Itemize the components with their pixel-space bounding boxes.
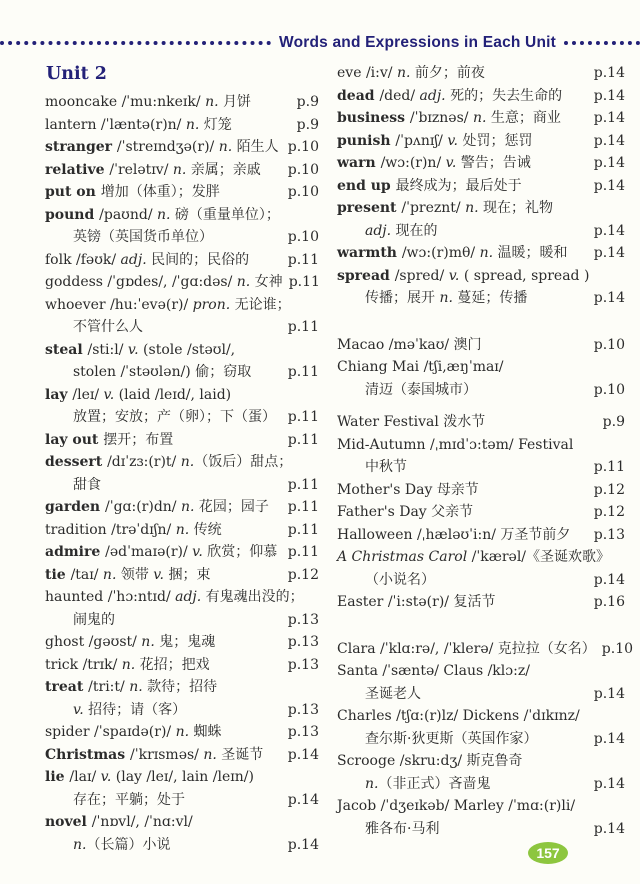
header-title: Words and Expressions in Each Unit [279, 34, 556, 51]
entry-line [337, 411, 625, 434]
entry-text: Father's Day 父亲节 [337, 504, 474, 520]
page-ref: p.13 [287, 656, 319, 673]
vocab-entry [45, 249, 319, 272]
vocab-entry [337, 85, 625, 108]
page-ref: p.10 [287, 229, 319, 245]
entry-line [337, 818, 625, 841]
page-ref: p.14 [593, 245, 625, 261]
entry-text: dessert /dɪˈzɜ:(r)t/ n.（饭后）甜点； [45, 454, 293, 470]
page-ref: p.11 [593, 459, 625, 475]
vocab-entry [337, 546, 625, 591]
vocab-entry [45, 429, 319, 452]
vocab-entry [45, 564, 319, 587]
vocab-entry [337, 152, 625, 175]
entry-line [45, 114, 319, 137]
entry-text: 闹鬼的 [73, 611, 115, 628]
entry-line [337, 265, 625, 288]
entry-text: trick /trɪk/ n. 花招；把戏 [45, 656, 210, 673]
vocab-entry [337, 795, 625, 840]
vocab-entry [337, 638, 634, 661]
entry-text: stolen /ˈstəʊlən/) 偷；窃取 [73, 364, 252, 380]
entry-text: put on 增加（体重）；发胖 [45, 184, 220, 200]
entry-line [45, 676, 319, 699]
entry-line [45, 181, 319, 204]
entry-text: Santa /ˈsæntə/ Claus /klɔ:z/ [337, 663, 530, 679]
entry-line [337, 62, 625, 85]
entry-text: A Christmas Carol /ˈkærəl/《圣诞欢歌》 [337, 549, 611, 565]
entry-text: Easter /ˈi:stə(r)/ 复活节 [337, 594, 496, 610]
entry-text: 查尔斯·狄更斯（英国作家） [365, 730, 538, 747]
entry-line [45, 339, 319, 362]
entry-text: 雅各布·马利 [365, 820, 440, 837]
vocab-entry [337, 660, 625, 705]
entry-text: spider /ˈspaɪdə(r)/ n. 蜘蛛 [45, 724, 222, 740]
entry-line [45, 721, 319, 744]
vocab-entry [337, 705, 625, 750]
entry-text: mooncake /ˈmu:nkeɪk/ n. 月饼 [45, 94, 251, 110]
entry-line [337, 479, 625, 502]
entry-line [45, 766, 319, 789]
right-entry-list [337, 62, 634, 840]
page-ref: p.11 [287, 521, 319, 538]
entry-text: Clara /ˈklɑ:rə/, /ˈklerə/ 克拉拉（女名） [337, 640, 596, 657]
entry-text: n.（非正式）吝啬鬼 [365, 775, 491, 792]
vocab-entry [337, 334, 625, 357]
vocab-entry [45, 181, 319, 204]
entry-text: pound /paʊnd/ n. 磅（重量单位）； [45, 206, 280, 223]
entry-line [45, 429, 319, 452]
entry-line [337, 107, 625, 130]
entry-line [45, 226, 319, 249]
entry-line [45, 406, 319, 429]
entry-text: Macao /məˈkaʊ/ 澳门 [337, 336, 482, 353]
entry-line [337, 569, 625, 592]
vocab-entry [45, 451, 319, 496]
page-ref: p.11 [287, 409, 319, 425]
entry-text: Jacob /ˈdʒeɪkəb/ Marley /ˈmɑ:(r)li/ [337, 798, 576, 814]
entry-line [45, 564, 319, 587]
page-ref: p.14 [593, 820, 625, 837]
entry-line [337, 334, 625, 357]
page-ref: p.13 [287, 611, 319, 628]
entry-text: 存在；平躺；处于 [73, 791, 185, 808]
entry-text: lie /laɪ/ v. (lay /leɪ/, lain /leɪn/) [45, 769, 254, 785]
entry-line [45, 496, 319, 519]
page-ref: p.16 [593, 594, 625, 610]
vocab-entry [45, 91, 319, 114]
entry-line [45, 586, 319, 609]
vocab-entry [45, 114, 319, 137]
entry-text: warn /wɔ:(r)n/ v. 警告；告诫 [337, 155, 531, 171]
entry-text: 放置；安放；产（卵）；下（蛋） [73, 409, 276, 425]
entry-line [337, 242, 625, 265]
entry-text: 甜食 [73, 476, 101, 493]
page-ref: p.11 [287, 499, 319, 515]
entry-text: 圣诞老人 [365, 685, 421, 702]
entry-text: 中秋节 [365, 459, 407, 475]
entry-text: Charles /tʃɑ:(r)lz/ Dickens /ˈdɪkɪnz/ [337, 708, 580, 724]
left-column [45, 62, 319, 856]
page-ref: p.9 [602, 414, 625, 430]
entry-line [45, 541, 319, 564]
entry-line [45, 834, 319, 857]
vocab-entry [45, 721, 319, 744]
page-ref: p.11 [287, 251, 319, 268]
page-ref: p.14 [593, 571, 625, 588]
vocab-entry [45, 136, 319, 159]
vocab-entry [337, 501, 625, 524]
page-ref: p.14 [593, 177, 625, 194]
left-entry-list [45, 91, 319, 856]
entry-line [45, 361, 319, 384]
vocab-entry [337, 356, 625, 401]
entry-line [45, 271, 319, 294]
entry-line [45, 519, 319, 542]
entry-line [337, 220, 625, 243]
page-ref: p.10 [287, 184, 319, 200]
vocab-entry [45, 631, 319, 654]
entry-text: ghost /gəʊst/ n. 鬼；鬼魂 [45, 634, 216, 650]
entry-text: punish /ˈpʌnɪʃ/ v. 处罚；惩罚 [337, 132, 533, 149]
page-ref: p.14 [287, 746, 319, 763]
entry-text: 英镑（英国货币单位） [73, 229, 213, 245]
entry-text: admire /ədˈmaɪə(r)/ v. 欣赏；仰慕 [45, 544, 278, 560]
entry-line [45, 316, 319, 339]
entry-line [45, 699, 319, 722]
vocab-entry [45, 271, 319, 294]
entry-line [337, 795, 625, 818]
entry-line [337, 705, 625, 728]
entry-text: dead /ded/ adj. 死的；失去生命的 [337, 87, 563, 104]
entry-line [337, 287, 625, 310]
vocab-entry [45, 811, 319, 856]
entry-line [337, 546, 625, 569]
entry-line [337, 591, 625, 614]
page-header [0, 0, 640, 52]
page-ref: p.11 [287, 476, 319, 493]
entry-text: Halloween /ˌhæləʊˈi:n/ 万圣节前夕 [337, 526, 571, 543]
page-ref: p.14 [287, 836, 319, 853]
entry-text: present /ˈpreznt/ n. 现在；礼物 [337, 200, 554, 216]
entry-text: Chiang Mai /tʃi,æŋˈmaɪ/ [337, 359, 504, 375]
entry-line [337, 152, 625, 175]
entry-line [45, 159, 319, 182]
page-ref: p.10 [593, 336, 625, 353]
entry-line [45, 631, 319, 654]
dotted-line-right [564, 41, 640, 45]
entry-line [337, 434, 625, 457]
page-ref: p.14 [593, 775, 625, 792]
vocab-entry [45, 204, 319, 249]
entry-text: eve /i:v/ n. 前夕；前夜 [337, 65, 485, 81]
entry-text: tie /taɪ/ n. 领带 v. 捆；束 [45, 566, 211, 583]
entry-line [45, 294, 319, 317]
vocab-entry [337, 62, 625, 85]
entry-line [45, 451, 319, 474]
entry-line [337, 524, 625, 547]
entry-text: warmth /wɔ:(r)mθ/ n. 温暖；暖和 [337, 245, 568, 261]
entry-line [45, 744, 319, 767]
page-ref: p.14 [593, 155, 625, 171]
entry-line [337, 175, 625, 198]
vocab-entry [45, 586, 319, 631]
entry-line [337, 456, 625, 479]
page-ref: p.14 [593, 685, 625, 702]
entry-line [337, 85, 625, 108]
vocab-entry [45, 654, 319, 677]
vocab-entry [337, 750, 625, 795]
entry-line [45, 204, 319, 227]
page-ref: p.14 [593, 110, 625, 126]
entry-line [337, 501, 625, 524]
vocab-columns [0, 52, 640, 856]
page-ref: p.14 [593, 730, 625, 747]
vocab-entry [337, 242, 625, 265]
unit-heading: Unit 2 [46, 64, 107, 84]
entry-line [337, 660, 625, 683]
entry-text: goddess /ˈgɒdes/, /ˈgɑ:dəs/ n. 女神 [45, 274, 283, 290]
entry-text: spread /spred/ v. ( spread, spread ) [337, 267, 590, 284]
entry-text: （小说名） [365, 571, 435, 588]
entry-line [337, 728, 625, 751]
page-ref: p.10 [593, 381, 625, 398]
page-ref: p.9 [296, 94, 319, 110]
page-ref: p.11 [287, 364, 319, 380]
entry-text: novel /ˈnɒvl/, /ˈnɑ:vl/ [45, 814, 193, 830]
page-ref: p.14 [593, 87, 625, 104]
entry-line [45, 609, 319, 632]
vocab-entry [45, 519, 319, 542]
page-ref: p.14 [593, 65, 625, 81]
page-ref: p.13 [287, 724, 319, 740]
entry-line [45, 474, 319, 497]
entry-text: 清迈（泰国城市） [365, 381, 477, 398]
vocab-entry [45, 384, 319, 429]
vocab-entry [45, 159, 319, 182]
entry-text: 不管什么人 [73, 319, 143, 335]
page-ref: p.10 [601, 640, 634, 657]
page-ref: p.14 [593, 222, 625, 239]
vocab-entry [337, 524, 625, 547]
entry-text: tradition /trəˈdɪʃn/ n. 传统 [45, 521, 222, 538]
entry-text: Christmas /ˈkrɪsməs/ n. 圣诞节 [45, 746, 264, 763]
entry-line [337, 197, 625, 220]
entry-text: n.（长篇）小说 [73, 836, 171, 853]
page-ref: p.14 [593, 290, 625, 306]
entry-text: Mid-Autumn /ˌmɪdˈɔ:təm/ Festival [337, 436, 574, 453]
entry-line [337, 356, 625, 379]
entry-line [337, 379, 625, 402]
page-ref: p.14 [593, 132, 625, 149]
page-ref: p.13 [593, 526, 625, 543]
vocab-entry [45, 541, 319, 564]
page-ref: p.12 [593, 481, 625, 498]
entry-line [45, 654, 319, 677]
entry-text: end up 最终成为；最后处于 [337, 177, 522, 194]
entry-text: whoever /hu:ˈevə(r)/ pron. 无论谁； [45, 296, 291, 313]
page-number-badge: 157 [528, 842, 568, 864]
vocab-entry [337, 175, 625, 198]
entry-text: steal /sti:l/ v. (stole /stəʊl/, [45, 341, 236, 358]
vocab-entry [337, 130, 625, 153]
entry-text: Scrooge /skru:dʒ/ 斯克鲁奇 [337, 753, 523, 769]
entry-text: relative /ˈrelətɪv/ n. 亲属；亲戚 [45, 161, 261, 178]
right-column [337, 62, 634, 856]
page-ref: p.11 [287, 544, 319, 560]
vocab-entry [45, 294, 319, 339]
page-ref: p.12 [593, 504, 625, 520]
vocab-entry [337, 107, 625, 130]
entry-text: lay /leɪ/ v. (laid /leɪd/, laid) [45, 386, 232, 403]
entry-line [337, 773, 625, 796]
vocab-entry [337, 479, 625, 502]
dotted-line-left [0, 41, 271, 45]
page-ref: p.11 [288, 274, 320, 290]
page-ref: p.10 [287, 139, 319, 155]
page-ref: p.11 [287, 431, 319, 448]
entry-text: adj. 现在的 [365, 222, 438, 239]
vocab-entry [337, 197, 625, 242]
entry-text: garden /ˈgɑ:(r)dn/ n. 花园；园子 [45, 499, 269, 515]
entry-line [337, 638, 634, 661]
entry-line [45, 91, 319, 114]
entry-text: treat /tri:t/ n. 款待；招待 [45, 679, 218, 695]
entry-text: Mother's Day 母亲节 [337, 481, 479, 498]
entry-text: folk /fəʊk/ adj. 民间的；民俗的 [45, 251, 250, 268]
vocab-entry [45, 339, 319, 384]
page-ref: p.12 [287, 566, 319, 583]
entry-line [45, 136, 319, 159]
entry-line [45, 811, 319, 834]
entry-line [45, 789, 319, 812]
page-ref: p.9 [296, 116, 319, 133]
vocab-entry [45, 676, 319, 721]
entry-text: haunted /ˈhɔ:ntɪd/ adj. 有鬼魂出没的； [45, 589, 304, 605]
page-ref: p.13 [287, 701, 319, 718]
vocab-entry [337, 411, 625, 434]
entry-text: lantern /ˈlæntə(r)n/ n. 灯笼 [45, 116, 232, 133]
entry-text: lay out 摆开；布置 [45, 431, 174, 448]
vocab-entry [45, 744, 319, 767]
vocab-entry [45, 766, 319, 811]
vocab-entry [45, 496, 319, 519]
entry-line [337, 683, 625, 706]
entry-line [45, 384, 319, 407]
vocab-entry [337, 591, 625, 614]
entry-line [45, 249, 319, 272]
entry-line [337, 750, 625, 773]
entry-text: v. 招待；请（客） [73, 701, 187, 718]
page-ref: p.14 [287, 791, 319, 808]
entry-text: Water Festival 泼水节 [337, 414, 486, 430]
entry-text: 传播；展开 n. 蔓延；传播 [365, 290, 528, 306]
entry-line [337, 130, 625, 153]
page-ref: p.10 [287, 161, 319, 178]
vocab-entry [337, 265, 625, 310]
page-ref: p.11 [287, 319, 319, 335]
page-ref: p.13 [287, 634, 319, 650]
entry-text: stranger /ˈstreɪndʒə(r)/ n. 陌生人 [45, 139, 279, 155]
vocab-entry [337, 434, 625, 479]
entry-text: business /ˈbɪznəs/ n. 生意；商业 [337, 110, 561, 126]
